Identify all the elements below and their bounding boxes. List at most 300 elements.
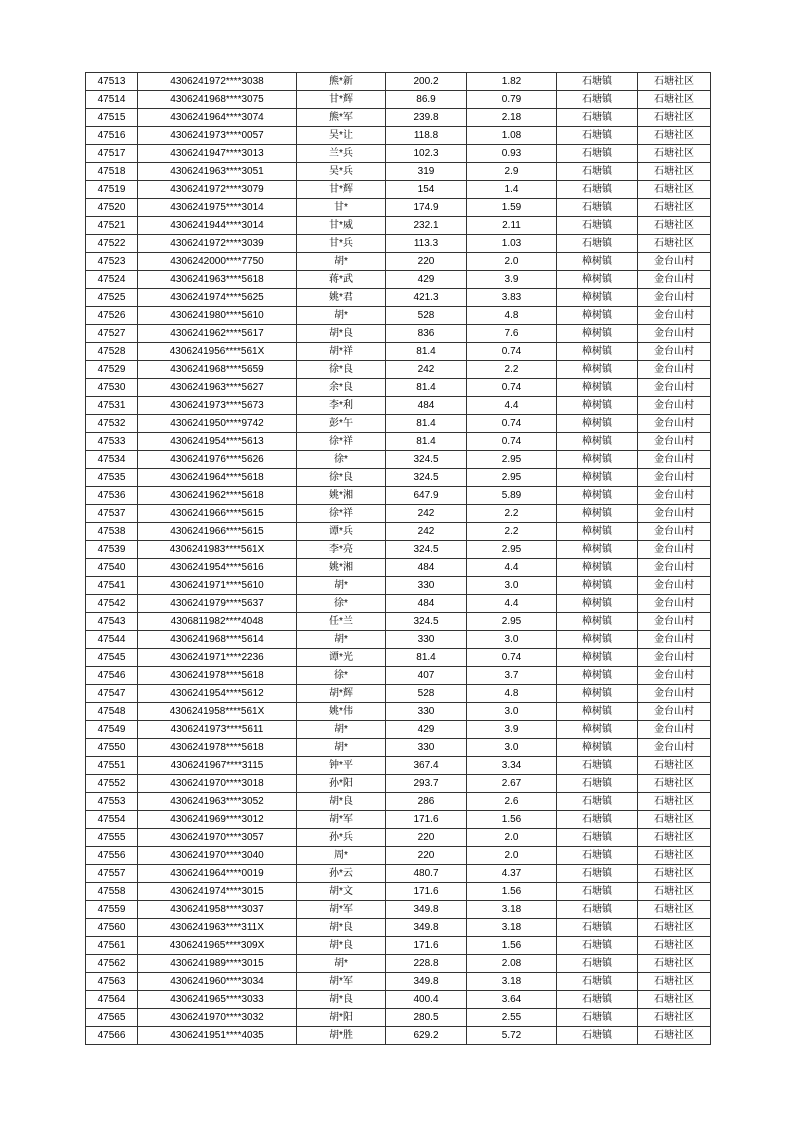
table-row xyxy=(86,775,711,793)
cell-village: 金台山村 xyxy=(638,379,711,397)
cell-rate: 3.18 xyxy=(467,919,557,937)
cell-serial-number: 47549 xyxy=(86,721,138,739)
cell-rate: 2.55 xyxy=(467,1009,557,1027)
cell-town: 樟树镇 xyxy=(557,451,638,469)
cell-rate: 0.74 xyxy=(467,415,557,433)
cell-town: 樟树镇 xyxy=(557,253,638,271)
cell-serial-number: 47532 xyxy=(86,415,138,433)
cell-id-number: 4306241978****5618 xyxy=(138,739,297,757)
cell-name: 胡* xyxy=(297,253,386,271)
cell-amount: 81.4 xyxy=(386,343,467,361)
cell-serial-number: 47541 xyxy=(86,577,138,595)
cell-serial-number: 47547 xyxy=(86,685,138,703)
cell-name: 甘* xyxy=(297,199,386,217)
cell-serial-number: 47522 xyxy=(86,235,138,253)
table-row xyxy=(86,163,711,181)
cell-town: 石塘镇 xyxy=(557,73,638,91)
cell-serial-number: 47565 xyxy=(86,1009,138,1027)
cell-id-number: 4306241970****3032 xyxy=(138,1009,297,1027)
cell-rate: 0.74 xyxy=(467,649,557,667)
cell-serial-number: 47537 xyxy=(86,505,138,523)
cell-rate: 2.2 xyxy=(467,505,557,523)
cell-name: 李*利 xyxy=(297,397,386,415)
cell-name: 余*良 xyxy=(297,379,386,397)
cell-rate: 2.95 xyxy=(467,613,557,631)
cell-serial-number: 47536 xyxy=(86,487,138,505)
cell-id-number: 4306241968****5659 xyxy=(138,361,297,379)
cell-town: 石塘镇 xyxy=(557,775,638,793)
table-row xyxy=(86,559,711,577)
cell-village: 金台山村 xyxy=(638,595,711,613)
cell-id-number: 4306241968****5614 xyxy=(138,631,297,649)
cell-amount: 228.8 xyxy=(386,955,467,973)
cell-rate: 2.0 xyxy=(467,829,557,847)
cell-town: 樟树镇 xyxy=(557,343,638,361)
cell-town: 樟树镇 xyxy=(557,433,638,451)
cell-rate: 4.4 xyxy=(467,397,557,415)
cell-rate: 1.59 xyxy=(467,199,557,217)
cell-name: 胡*军 xyxy=(297,973,386,991)
cell-rate: 3.9 xyxy=(467,271,557,289)
cell-serial-number: 47520 xyxy=(86,199,138,217)
cell-village: 金台山村 xyxy=(638,523,711,541)
cell-serial-number: 47554 xyxy=(86,811,138,829)
cell-amount: 324.5 xyxy=(386,451,467,469)
cell-serial-number: 47530 xyxy=(86,379,138,397)
cell-town: 石塘镇 xyxy=(557,91,638,109)
cell-name: 熊*军 xyxy=(297,109,386,127)
cell-id-number: 4306241962****5617 xyxy=(138,325,297,343)
cell-name: 姚*湘 xyxy=(297,487,386,505)
cell-amount: 171.6 xyxy=(386,811,467,829)
cell-rate: 0.79 xyxy=(467,91,557,109)
cell-village: 金台山村 xyxy=(638,649,711,667)
cell-village: 石塘社区 xyxy=(638,955,711,973)
cell-town: 石塘镇 xyxy=(557,145,638,163)
cell-village: 金台山村 xyxy=(638,397,711,415)
cell-amount: 330 xyxy=(386,631,467,649)
cell-town: 石塘镇 xyxy=(557,1027,638,1045)
cell-amount: 154 xyxy=(386,181,467,199)
table-row xyxy=(86,703,711,721)
cell-name: 徐*祥 xyxy=(297,433,386,451)
cell-serial-number: 47562 xyxy=(86,955,138,973)
cell-serial-number: 47548 xyxy=(86,703,138,721)
cell-name: 孙*兵 xyxy=(297,829,386,847)
cell-serial-number: 47559 xyxy=(86,901,138,919)
table-row xyxy=(86,91,711,109)
cell-amount: 81.4 xyxy=(386,415,467,433)
cell-serial-number: 47528 xyxy=(86,343,138,361)
cell-town: 樟树镇 xyxy=(557,325,638,343)
cell-id-number: 4306241964****0019 xyxy=(138,865,297,883)
cell-name: 胡*阳 xyxy=(297,1009,386,1027)
cell-town: 樟树镇 xyxy=(557,487,638,505)
cell-serial-number: 47533 xyxy=(86,433,138,451)
cell-rate: 2.11 xyxy=(467,217,557,235)
cell-amount: 242 xyxy=(386,505,467,523)
cell-village: 金台山村 xyxy=(638,577,711,595)
cell-amount: 81.4 xyxy=(386,433,467,451)
cell-serial-number: 47518 xyxy=(86,163,138,181)
table-row xyxy=(86,397,711,415)
cell-village: 金台山村 xyxy=(638,487,711,505)
cell-amount: 220 xyxy=(386,253,467,271)
cell-id-number: 4306241976****5626 xyxy=(138,451,297,469)
cell-town: 石塘镇 xyxy=(557,955,638,973)
table-row xyxy=(86,541,711,559)
cell-amount: 242 xyxy=(386,523,467,541)
cell-name: 胡*良 xyxy=(297,937,386,955)
cell-name: 胡* xyxy=(297,955,386,973)
cell-rate: 3.0 xyxy=(467,631,557,649)
cell-name: 兰*兵 xyxy=(297,145,386,163)
cell-id-number: 4306241973****5673 xyxy=(138,397,297,415)
table-row xyxy=(86,181,711,199)
cell-amount: 280.5 xyxy=(386,1009,467,1027)
cell-rate: 2.08 xyxy=(467,955,557,973)
cell-town: 樟树镇 xyxy=(557,667,638,685)
cell-name: 蒋*武 xyxy=(297,271,386,289)
cell-amount: 220 xyxy=(386,829,467,847)
cell-name: 胡*辉 xyxy=(297,685,386,703)
cell-amount: 102.3 xyxy=(386,145,467,163)
cell-rate: 5.89 xyxy=(467,487,557,505)
cell-town: 石塘镇 xyxy=(557,1009,638,1027)
cell-id-number: 4306241958****561X xyxy=(138,703,297,721)
cell-village: 石塘社区 xyxy=(638,73,711,91)
cell-amount: 174.9 xyxy=(386,199,467,217)
cell-rate: 1.03 xyxy=(467,235,557,253)
cell-name: 甘*威 xyxy=(297,217,386,235)
cell-id-number: 4306241944****3014 xyxy=(138,217,297,235)
cell-amount: 836 xyxy=(386,325,467,343)
cell-rate: 2.6 xyxy=(467,793,557,811)
cell-amount: 118.8 xyxy=(386,127,467,145)
table-row xyxy=(86,757,711,775)
cell-town: 樟树镇 xyxy=(557,289,638,307)
cell-rate: 1.4 xyxy=(467,181,557,199)
table-row xyxy=(86,883,711,901)
cell-id-number: 4306241965****3033 xyxy=(138,991,297,1009)
cell-name: 胡* xyxy=(297,577,386,595)
cell-rate: 1.82 xyxy=(467,73,557,91)
cell-serial-number: 47524 xyxy=(86,271,138,289)
cell-rate: 3.0 xyxy=(467,703,557,721)
cell-village: 石塘社区 xyxy=(638,829,711,847)
cell-rate: 1.56 xyxy=(467,937,557,955)
cell-id-number: 4306241963****311X xyxy=(138,919,297,937)
table-row xyxy=(86,361,711,379)
cell-town: 石塘镇 xyxy=(557,973,638,991)
cell-name: 姚*伟 xyxy=(297,703,386,721)
table-row xyxy=(86,973,711,991)
cell-rate: 3.83 xyxy=(467,289,557,307)
cell-amount: 319 xyxy=(386,163,467,181)
cell-town: 樟树镇 xyxy=(557,415,638,433)
table-row xyxy=(86,577,711,595)
cell-village: 金台山村 xyxy=(638,685,711,703)
cell-id-number: 4306241970****3040 xyxy=(138,847,297,865)
cell-serial-number: 47517 xyxy=(86,145,138,163)
cell-rate: 4.8 xyxy=(467,685,557,703)
cell-amount: 324.5 xyxy=(386,541,467,559)
table-row xyxy=(86,451,711,469)
cell-serial-number: 47546 xyxy=(86,667,138,685)
cell-id-number: 4306241960****3034 xyxy=(138,973,297,991)
cell-serial-number: 47566 xyxy=(86,1027,138,1045)
cell-id-number: 4306241974****5625 xyxy=(138,289,297,307)
cell-name: 胡* xyxy=(297,739,386,757)
cell-name: 胡*良 xyxy=(297,325,386,343)
cell-name: 周* xyxy=(297,847,386,865)
cell-name: 胡* xyxy=(297,721,386,739)
table-body xyxy=(86,73,711,1045)
table-row xyxy=(86,415,711,433)
cell-town: 石塘镇 xyxy=(557,793,638,811)
table-row xyxy=(86,127,711,145)
cell-rate: 1.08 xyxy=(467,127,557,145)
cell-rate: 3.9 xyxy=(467,721,557,739)
cell-id-number: 4306241975****3014 xyxy=(138,199,297,217)
cell-serial-number: 47551 xyxy=(86,757,138,775)
cell-village: 石塘社区 xyxy=(638,127,711,145)
cell-town: 樟树镇 xyxy=(557,397,638,415)
cell-id-number: 4306241973****0057 xyxy=(138,127,297,145)
cell-serial-number: 47539 xyxy=(86,541,138,559)
cell-village: 石塘社区 xyxy=(638,1009,711,1027)
cell-serial-number: 47538 xyxy=(86,523,138,541)
cell-name: 胡*文 xyxy=(297,883,386,901)
table-row xyxy=(86,145,711,163)
table-row xyxy=(86,109,711,127)
cell-name: 孙*阳 xyxy=(297,775,386,793)
table-row xyxy=(86,793,711,811)
cell-serial-number: 47513 xyxy=(86,73,138,91)
cell-town: 樟树镇 xyxy=(557,649,638,667)
cell-town: 石塘镇 xyxy=(557,829,638,847)
table-row xyxy=(86,199,711,217)
cell-village: 金台山村 xyxy=(638,721,711,739)
table-row xyxy=(86,73,711,91)
cell-village: 金台山村 xyxy=(638,361,711,379)
cell-id-number: 4306241969****3012 xyxy=(138,811,297,829)
cell-serial-number: 47542 xyxy=(86,595,138,613)
cell-town: 石塘镇 xyxy=(557,811,638,829)
cell-amount: 629.2 xyxy=(386,1027,467,1045)
cell-id-number: 4306241972****3039 xyxy=(138,235,297,253)
cell-rate: 0.74 xyxy=(467,379,557,397)
cell-serial-number: 47561 xyxy=(86,937,138,955)
cell-name: 谭*光 xyxy=(297,649,386,667)
cell-name: 胡*良 xyxy=(297,793,386,811)
cell-village: 石塘社区 xyxy=(638,847,711,865)
cell-town: 樟树镇 xyxy=(557,559,638,577)
cell-rate: 2.95 xyxy=(467,469,557,487)
cell-amount: 330 xyxy=(386,703,467,721)
cell-village: 石塘社区 xyxy=(638,793,711,811)
cell-name: 甘*辉 xyxy=(297,181,386,199)
table-row xyxy=(86,865,711,883)
table-row xyxy=(86,955,711,973)
cell-serial-number: 47531 xyxy=(86,397,138,415)
cell-serial-number: 47543 xyxy=(86,613,138,631)
cell-serial-number: 47526 xyxy=(86,307,138,325)
cell-village: 金台山村 xyxy=(638,253,711,271)
cell-id-number: 4306241950****9742 xyxy=(138,415,297,433)
cell-village: 石塘社区 xyxy=(638,775,711,793)
cell-rate: 3.7 xyxy=(467,667,557,685)
table-row xyxy=(86,613,711,631)
cell-village: 石塘社区 xyxy=(638,181,711,199)
cell-name: 熊*新 xyxy=(297,73,386,91)
table-row xyxy=(86,1009,711,1027)
cell-rate: 2.0 xyxy=(467,847,557,865)
cell-amount: 484 xyxy=(386,559,467,577)
cell-name: 姚*君 xyxy=(297,289,386,307)
cell-village: 金台山村 xyxy=(638,469,711,487)
cell-id-number: 4306241973****5611 xyxy=(138,721,297,739)
table-row xyxy=(86,847,711,865)
cell-serial-number: 47555 xyxy=(86,829,138,847)
cell-amount: 324.5 xyxy=(386,469,467,487)
cell-village: 金台山村 xyxy=(638,541,711,559)
table-row xyxy=(86,289,711,307)
cell-town: 樟树镇 xyxy=(557,469,638,487)
cell-name: 胡*军 xyxy=(297,901,386,919)
table-row xyxy=(86,667,711,685)
cell-id-number: 4306241968****3075 xyxy=(138,91,297,109)
cell-serial-number: 47529 xyxy=(86,361,138,379)
cell-town: 石塘镇 xyxy=(557,199,638,217)
cell-rate: 0.74 xyxy=(467,433,557,451)
cell-rate: 5.72 xyxy=(467,1027,557,1045)
cell-village: 金台山村 xyxy=(638,451,711,469)
cell-village: 石塘社区 xyxy=(638,217,711,235)
cell-name: 彭*午 xyxy=(297,415,386,433)
beneficiary-table xyxy=(85,72,711,1045)
table-row xyxy=(86,595,711,613)
cell-town: 樟树镇 xyxy=(557,631,638,649)
cell-name: 胡*良 xyxy=(297,991,386,1009)
cell-amount: 232.1 xyxy=(386,217,467,235)
table-row xyxy=(86,271,711,289)
cell-id-number: 4306241956****561X xyxy=(138,343,297,361)
cell-town: 石塘镇 xyxy=(557,937,638,955)
cell-village: 金台山村 xyxy=(638,307,711,325)
cell-village: 金台山村 xyxy=(638,739,711,757)
cell-serial-number: 47516 xyxy=(86,127,138,145)
cell-name: 徐*良 xyxy=(297,469,386,487)
cell-amount: 528 xyxy=(386,307,467,325)
cell-amount: 367.4 xyxy=(386,757,467,775)
cell-amount: 220 xyxy=(386,847,467,865)
cell-village: 金台山村 xyxy=(638,325,711,343)
cell-amount: 429 xyxy=(386,721,467,739)
cell-village: 金台山村 xyxy=(638,289,711,307)
table-row xyxy=(86,217,711,235)
cell-rate: 2.2 xyxy=(467,523,557,541)
cell-id-number: 4306241971****5610 xyxy=(138,577,297,595)
cell-amount: 81.4 xyxy=(386,379,467,397)
cell-amount: 171.6 xyxy=(386,883,467,901)
cell-id-number: 4306241970****3057 xyxy=(138,829,297,847)
cell-town: 石塘镇 xyxy=(557,847,638,865)
cell-town: 石塘镇 xyxy=(557,883,638,901)
cell-rate: 3.34 xyxy=(467,757,557,775)
cell-rate: 2.95 xyxy=(467,541,557,559)
cell-town: 樟树镇 xyxy=(557,523,638,541)
cell-village: 金台山村 xyxy=(638,505,711,523)
cell-amount: 349.8 xyxy=(386,901,467,919)
cell-rate: 3.64 xyxy=(467,991,557,1009)
cell-town: 樟树镇 xyxy=(557,379,638,397)
cell-serial-number: 47544 xyxy=(86,631,138,649)
cell-name: 钟*平 xyxy=(297,757,386,775)
cell-town: 樟树镇 xyxy=(557,721,638,739)
table-row xyxy=(86,811,711,829)
cell-name: 胡*祥 xyxy=(297,343,386,361)
cell-rate: 2.67 xyxy=(467,775,557,793)
cell-id-number: 4306241954****5613 xyxy=(138,433,297,451)
cell-id-number: 4306241989****3015 xyxy=(138,955,297,973)
cell-serial-number: 47514 xyxy=(86,91,138,109)
cell-town: 樟树镇 xyxy=(557,271,638,289)
cell-village: 石塘社区 xyxy=(638,973,711,991)
cell-amount: 171.6 xyxy=(386,937,467,955)
cell-amount: 429 xyxy=(386,271,467,289)
cell-serial-number: 47534 xyxy=(86,451,138,469)
cell-town: 石塘镇 xyxy=(557,901,638,919)
cell-amount: 286 xyxy=(386,793,467,811)
cell-serial-number: 47558 xyxy=(86,883,138,901)
cell-name: 吴*兵 xyxy=(297,163,386,181)
cell-id-number: 4306241972****3038 xyxy=(138,73,297,91)
table-row xyxy=(86,523,711,541)
cell-amount: 113.3 xyxy=(386,235,467,253)
cell-amount: 239.8 xyxy=(386,109,467,127)
cell-id-number: 4306241983****561X xyxy=(138,541,297,559)
table-row xyxy=(86,937,711,955)
cell-name: 甘*辉 xyxy=(297,91,386,109)
cell-village: 石塘社区 xyxy=(638,883,711,901)
cell-rate: 2.2 xyxy=(467,361,557,379)
table-row xyxy=(86,379,711,397)
cell-amount: 407 xyxy=(386,667,467,685)
cell-name: 谭*兵 xyxy=(297,523,386,541)
cell-id-number: 4306241965****309X xyxy=(138,937,297,955)
cell-serial-number: 47557 xyxy=(86,865,138,883)
cell-name: 任*兰 xyxy=(297,613,386,631)
cell-village: 金台山村 xyxy=(638,667,711,685)
cell-serial-number: 47519 xyxy=(86,181,138,199)
cell-town: 樟树镇 xyxy=(557,307,638,325)
cell-village: 金台山村 xyxy=(638,703,711,721)
cell-village: 金台山村 xyxy=(638,613,711,631)
cell-town: 樟树镇 xyxy=(557,577,638,595)
cell-amount: 480.7 xyxy=(386,865,467,883)
cell-town: 石塘镇 xyxy=(557,757,638,775)
cell-name: 甘*兵 xyxy=(297,235,386,253)
cell-serial-number: 47523 xyxy=(86,253,138,271)
cell-amount: 349.8 xyxy=(386,919,467,937)
cell-serial-number: 47527 xyxy=(86,325,138,343)
cell-rate: 4.8 xyxy=(467,307,557,325)
cell-village: 金台山村 xyxy=(638,433,711,451)
cell-name: 胡*胜 xyxy=(297,1027,386,1045)
table-row xyxy=(86,685,711,703)
cell-serial-number: 47552 xyxy=(86,775,138,793)
